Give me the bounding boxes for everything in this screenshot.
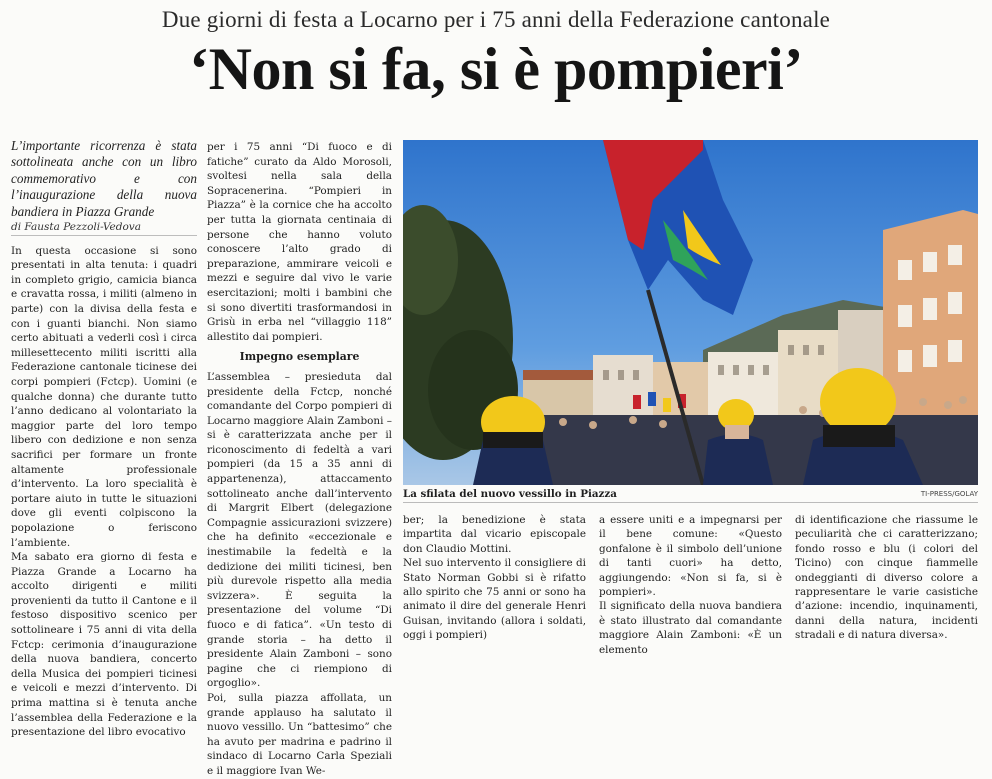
byline-divider [11,235,197,236]
paragraph: Nel suo intervento il consigliere di Stato Norman Gobbi si è rifatto allo spirito che 75 anni or sono ha animato il dire del generale Henri Guisan, invitando (allora i soldati, oggi i pompieri) [403,557,586,642]
paragraph: In questa occasione si sono presentati in alta tenuta: i quadri in completo grigio, camicia bianca e cravatta rossa, i militi (almeno in parte) con la divisa della festa e con i guanti bianchi. Non siamo certo abituati a vederli così i circa millesettecento militi iscritti alla Federazione cantonale ticinese dei corpi pompieri (Fctcp). Uomini (e qualche donna) che durante tutto l’anno dedicano al volontariato la maggior parte del loro tempo libero con dedizione e non senza sacrifici per formare un fronte altamente professionale d’intervento. La loro specialità è portare aiuto in tutte le situazioni dove gli eventi colpiscono la popolazione o feriscono l’ambiente. [11,244,197,549]
flag-parade-photo [403,140,978,485]
paragraph: Poi, sulla piazza affollata, un grande applauso ha salutato il nuovo vessillo. Un “battesimo” che ha avuto per madrina e padrino il sindaco di Locarno Carla Speziali e il maggiore Ivan We- [207,691,392,777]
paragraph: a essere uniti e a impegnarsi per il bene comune: «Questo gonfalone è il simbolo dell’unione di tanti cuori» ha detto, aggiungendo: «Non si fa, si è pompieri». [599,514,782,599]
paragraph: L’assemblea – presieduta dal presidente della Fctcp, nonché comandante del Corpo pompieri di Locarno maggiore Alain Zamboni – si è caratterizzata anche per il riconoscimento di fedeltà a vari pompieri (da 15 a 35 anni di appartenenza), attaccamento sottolineato anche dall’intervento di Margrit Elbert (delegazione Compagnie assicurazioni svizzere) che ha definito «eccezionale e inestimabile la fedeltà e la dedizione dei militi ticinesi, ben più durevole rispetto alla media svizzera». È seguita la presentazione del volume “Di fuoco e di fatica”. «Un testo di grande storia – ha detto il presidente Alain Zamboni – sono pagine che ci riempiono di orgoglio». [207,370,392,690]
section-subhead: Impegno esemplare [239,350,360,364]
article-headline: ‘Non si fa, si è pompieri’ [189,36,803,102]
photo-credit: TI-PRESS/GOLAY [920,490,978,498]
paragraph: per i 75 anni “Di fuoco e di fatiche” curato da Aldo Morosoli, svoltesi nella sala della Sopracenerina. “Pompieri in Piazza” è la cornice che ha accolto per tutta la giornata centinaia di persone che hanno voluto conoscere l’alto grado di preparazione, ammirare veicoli e mezzi e seguire dal vivo le varie esercitazioni; molti i bambini che si sono divertiti trasformandosi in Grisù in erba nel “villaggio 118” allestito dai pompieri. [207,141,392,343]
photo-caption-bar [403,488,978,503]
paragraph: di identificazione che riassume le peculiarità che ci caratterizzano; fondo rosso e blu (i colori del Ticino) con cinque fiammelle ondeggianti di diverso colore a rappresentare le varie casistiche d’azione: incendio, inquinamenti, danni della natura, incidenti stradali e di natura diversa». [795,514,978,642]
article-kicker: Due giorni di festa a Locarno per i 75 anni della Federazione cantonale [161,7,831,32]
column-5 [795,513,978,643]
column-2 [207,140,392,779]
column-4 [599,513,782,657]
paragraph: Il significato della nuova bandiera è stato illustrato dal comandante maggiore Alain Zamboni: «È un elemento [599,600,782,656]
column-1 [11,138,197,740]
paragraph: Ma sabato era giorno di festa e Piazza Grande a Locarno ha accolto dirigenti e militi provenienti da tutto il Cantone e il festoso dispositivo scenico per sottolineare i 75 anni di vita della Fctcp: cerimonia d’inaugurazione della nuova bandiera, concerto della Musica dei pompieri ticinesi e veicoli e mezzi d’intervento. Di prima mattina si è tenuta anche l’assemblea della Federazione e la presentazione del libro evocativo [11,551,197,739]
photo-caption: La sfilata del nuovo vessillo in Piazza [403,488,617,500]
byline: di Fausta Pezzoli-Vedova [11,221,141,234]
paragraph: ber; la benedizione è stata impartita dal vicario episcopale don Claudio Mottini. [403,514,586,555]
column-3 [403,513,586,643]
article-lead: L’importante ricorrenza è stata sottolineata anche con un libro commemorativo e con l’inaugurazione della nuova bandiera in Piazza Grande [11,138,197,219]
article-photo [403,140,978,485]
